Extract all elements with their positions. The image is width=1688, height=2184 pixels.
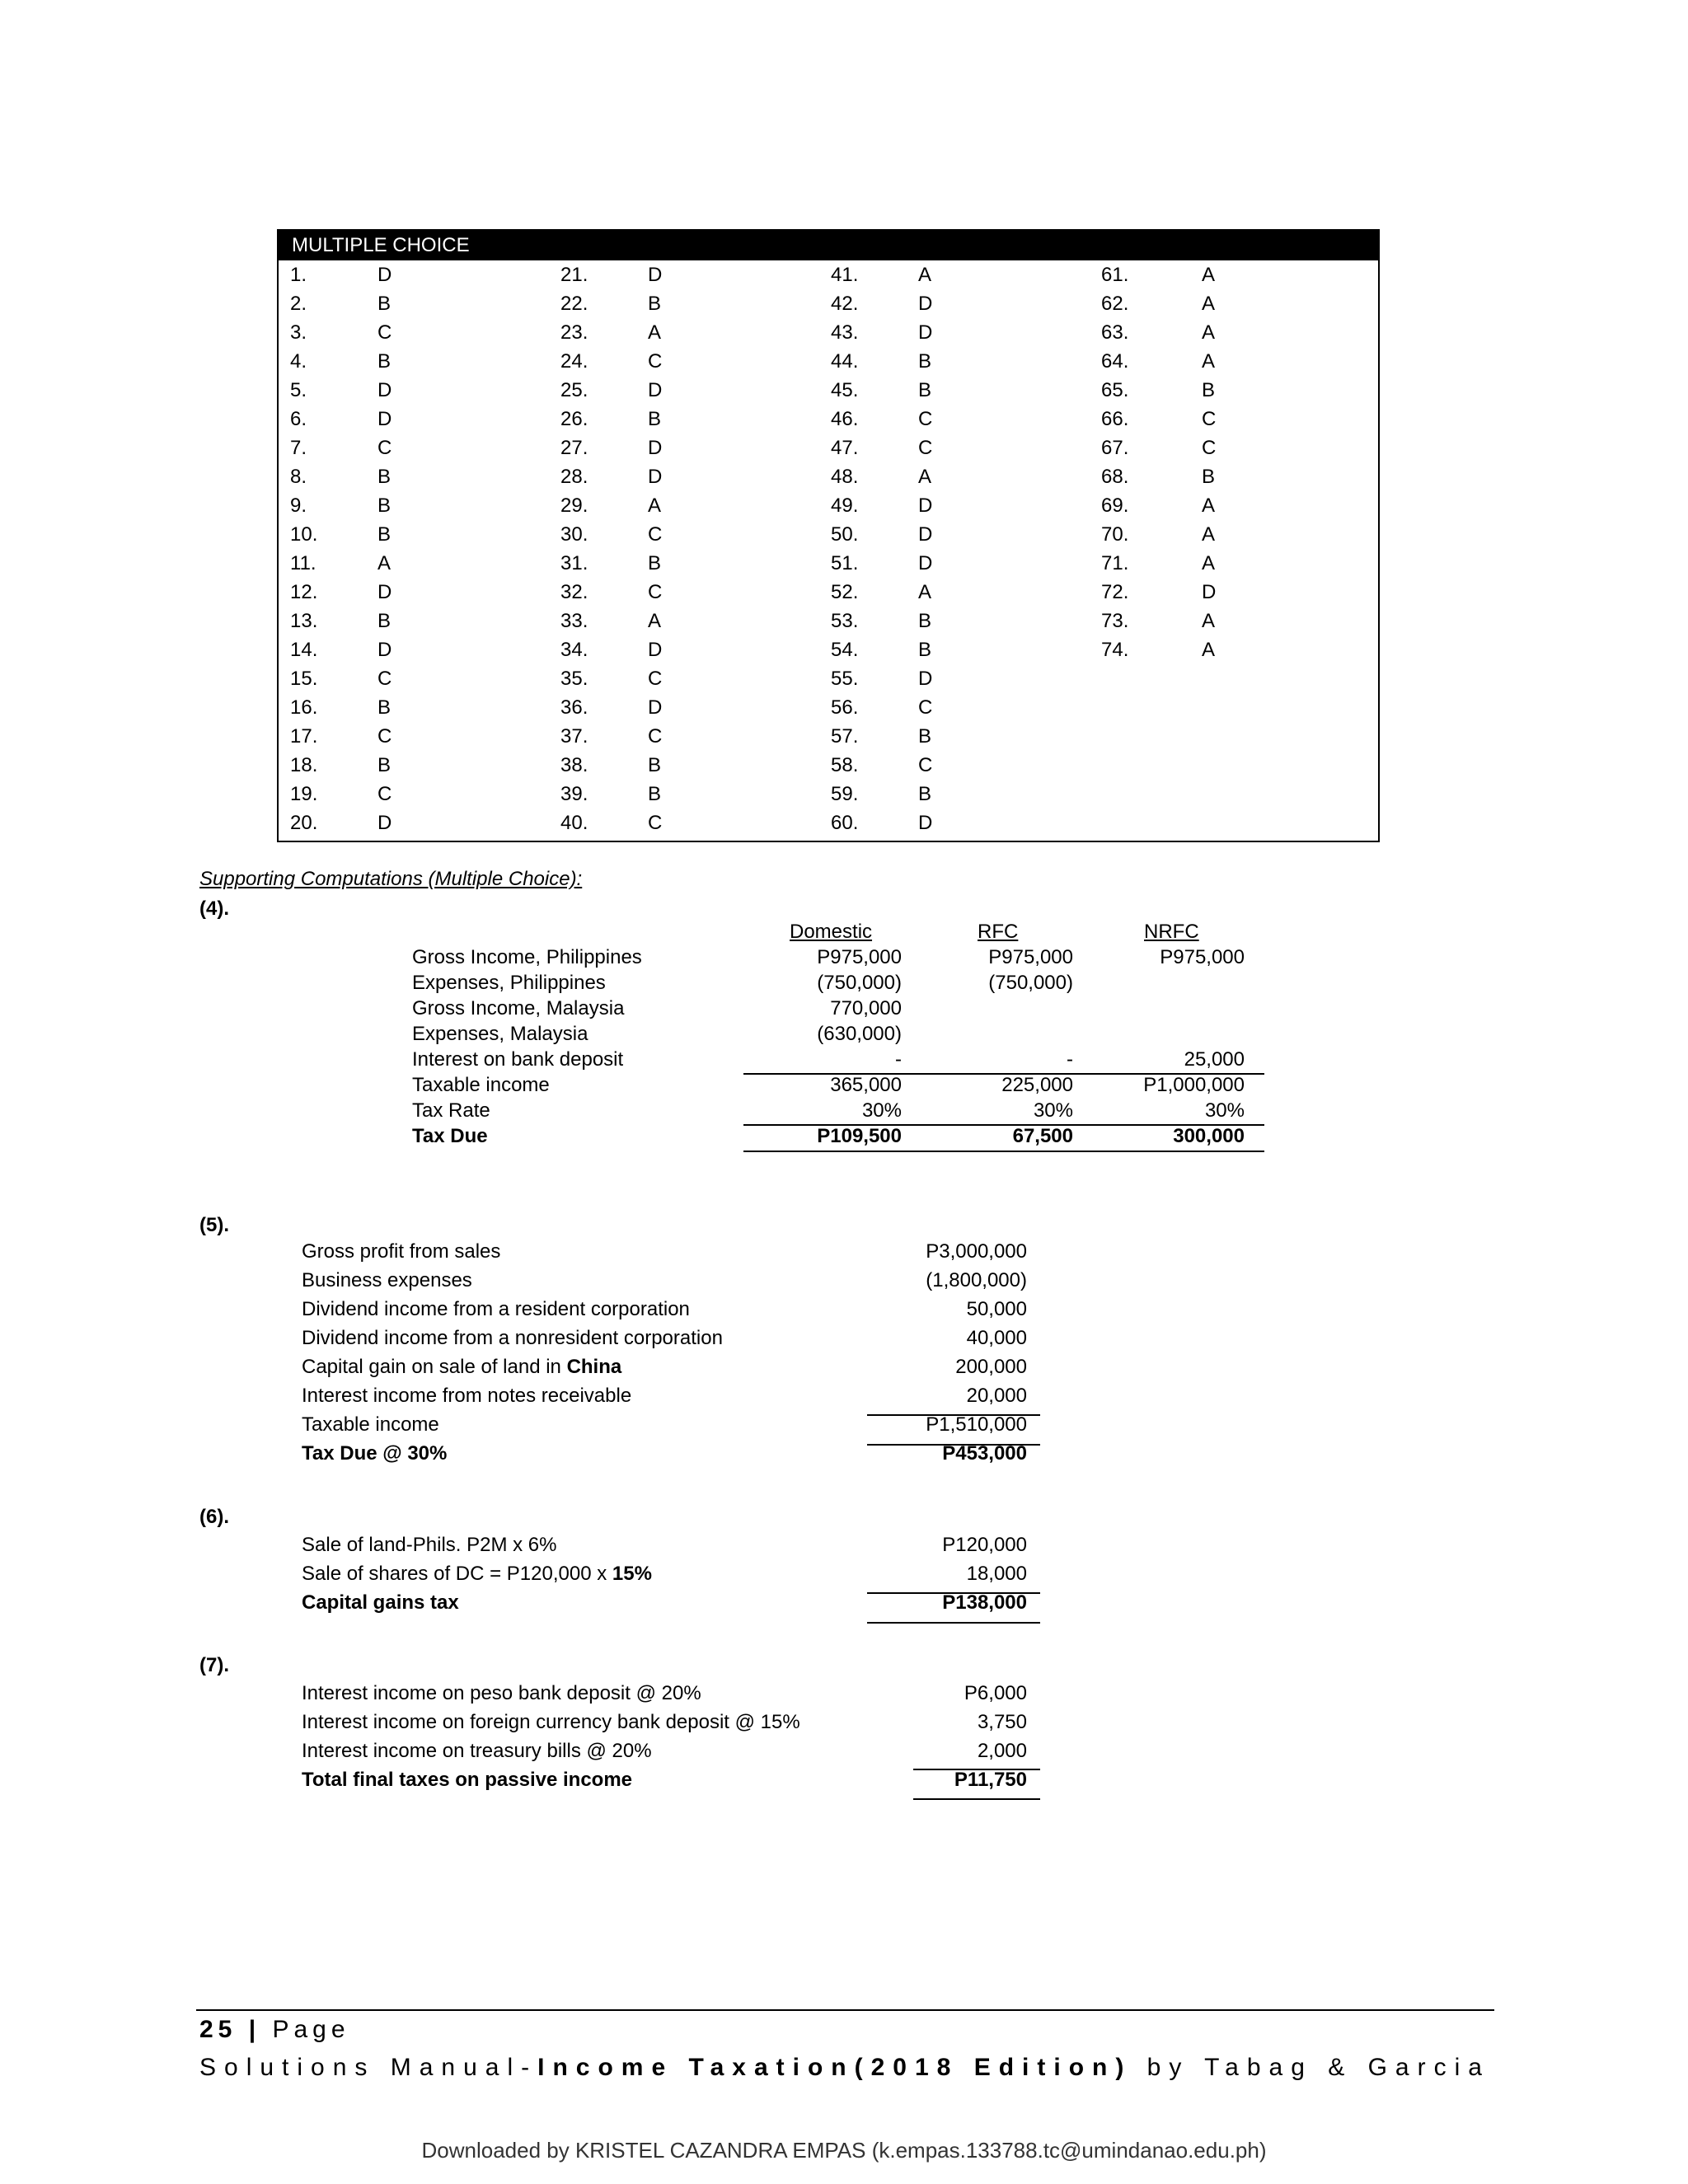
row-value: 25,000 [1184, 1048, 1245, 1071]
question-number: 32. [560, 581, 588, 603]
question-number: 34. [560, 639, 588, 661]
question-number: 38. [560, 754, 588, 776]
answer-letter: A [1202, 639, 1216, 661]
answer-letter: A [918, 466, 932, 488]
question-number: 51. [831, 552, 859, 574]
answer-letter: B [918, 639, 932, 661]
question-number: 19. [290, 783, 318, 805]
question-number: 18. [290, 754, 318, 776]
question-number: 61. [1101, 264, 1129, 286]
question-number: 46. [831, 408, 859, 430]
footer-divider [196, 2009, 1494, 2011]
answer-letter: B [377, 754, 392, 776]
question-number: 39. [560, 783, 588, 805]
row-label-text: Capital gain on sale of land in [302, 1356, 567, 1378]
question-number: 41. [831, 264, 859, 286]
footer-title-pre: Solutions Manual- [199, 2054, 538, 2081]
row-value: P1,510,000 [926, 1413, 1027, 1436]
question-number: 64. [1101, 350, 1129, 373]
row-label-text: Interest income from notes receivable [302, 1385, 632, 1407]
question-number: 3. [290, 321, 307, 344]
answer-letter: D [377, 408, 392, 430]
answer-letter: D [918, 293, 933, 315]
page-number-value: 25 [199, 2016, 237, 2043]
row-label: Tax Rate [412, 1099, 490, 1122]
row-value: 365,000 [830, 1074, 902, 1096]
answer-letter: B [377, 610, 392, 632]
question-number: 74. [1101, 639, 1129, 661]
answer-letter: D [918, 812, 933, 834]
question-number: 9. [290, 494, 307, 517]
question-number: 17. [290, 725, 318, 748]
answer-letter: A [648, 321, 662, 344]
answer-letter: B [918, 350, 932, 373]
row-label [302, 1355, 621, 1380]
question-number: 48. [831, 466, 859, 488]
row-label: Interest income on treasury bills @ 20% [302, 1740, 652, 1762]
question-number: 24. [560, 350, 588, 373]
question-number: 29. [560, 494, 588, 517]
row-label-text: Taxable income [302, 1413, 439, 1436]
row-label-text: Gross profit from sales [302, 1240, 501, 1263]
answer-letter: D [648, 437, 663, 459]
answer-letter: A [918, 581, 932, 603]
row-value: - [1067, 1048, 1073, 1071]
row-value: 20,000 [966, 1385, 1027, 1407]
row-value: 67,500 [1012, 1125, 1073, 1147]
question-number: 71. [1101, 552, 1129, 574]
row-value: P1,000,000 [1143, 1074, 1245, 1096]
answer-letter: D [918, 494, 933, 517]
row-value: 225,000 [1001, 1074, 1073, 1096]
row-label: Interest income on foreign currency bank deposit @ 15% [302, 1711, 800, 1733]
answer-letter: C [648, 350, 663, 373]
row-value: (630,000) [817, 1023, 902, 1045]
question-number: 50. [831, 523, 859, 546]
item-5-label: (5). [199, 1214, 229, 1236]
question-number: 5. [290, 379, 307, 401]
item-6-label: (6). [199, 1506, 229, 1528]
question-number: 2. [290, 293, 307, 315]
total-rule [867, 1622, 1040, 1624]
question-number: 4. [290, 350, 307, 373]
row-value: 770,000 [830, 997, 902, 1019]
question-number: 57. [831, 725, 859, 748]
row-label: Gross Income, Philippines [412, 946, 642, 968]
question-number: 70. [1101, 523, 1129, 546]
item-7-label: (7). [199, 1654, 229, 1676]
row-label [302, 1533, 556, 1558]
question-number: 65. [1101, 379, 1129, 401]
row-label: Tax Due [412, 1125, 488, 1147]
answer-letter: A [377, 552, 392, 574]
question-number: 28. [560, 466, 588, 488]
question-number: 33. [560, 610, 588, 632]
answer-letter: B [918, 379, 932, 401]
row-label-text: Sale of land-Phils. P2M x 6% [302, 1534, 557, 1556]
answer-letter: B [918, 725, 932, 748]
answer-letter: D [648, 639, 663, 661]
question-number: 69. [1101, 494, 1129, 517]
row-value: P120,000 [942, 1534, 1027, 1556]
answer-letter: C [377, 321, 392, 344]
row-label: Total final taxes on passive income [302, 1769, 633, 1791]
answer-letter: C [377, 668, 392, 690]
answer-letter: D [918, 523, 933, 546]
answer-letter: A [648, 610, 662, 632]
question-number: 7. [290, 437, 307, 459]
answer-letter: D [648, 379, 663, 401]
row-value: P109,500 [817, 1125, 902, 1147]
question-number: 56. [831, 696, 859, 719]
row-value: P138,000 [942, 1591, 1027, 1614]
question-number: 60. [831, 812, 859, 834]
row-label-text: Dividend income from a nonresident corporation [302, 1327, 723, 1349]
row-value: P3,000,000 [926, 1240, 1027, 1263]
answer-letter: D [377, 264, 392, 286]
answer-letter: C [918, 696, 933, 719]
total-rule [913, 1769, 1040, 1770]
answer-letter: B [648, 754, 662, 776]
answer-letter: C [648, 523, 663, 546]
question-number: 49. [831, 494, 859, 517]
row-label: Expenses, Philippines [412, 972, 606, 994]
total-rule [867, 1444, 1040, 1446]
row-value: P6,000 [964, 1682, 1027, 1704]
supporting-heading: Supporting Computations (Multiple Choice): [199, 868, 583, 890]
question-number: 30. [560, 523, 588, 546]
row-value: (750,000) [988, 972, 1073, 994]
answer-letter: A [1202, 523, 1216, 546]
answer-letter: C [648, 668, 663, 690]
multiple-choice-header: MULTIPLE CHOICE [279, 231, 1378, 260]
answer-letter: D [377, 812, 392, 834]
question-number: 36. [560, 696, 588, 719]
total-rule [867, 1414, 1040, 1416]
question-number: 73. [1101, 610, 1129, 632]
row-value: (750,000) [817, 972, 902, 994]
answer-letter: C [918, 408, 933, 430]
answer-letter: B [377, 696, 392, 719]
answer-letter: C [648, 725, 663, 748]
answer-letter: C [918, 437, 933, 459]
question-number: 66. [1101, 408, 1129, 430]
question-number: 68. [1101, 466, 1129, 488]
download-note: Downloaded by KRISTEL CAZANDRA EMPAS (k.empas.133788.tc@umindanao.edu.ph) [421, 2138, 1267, 2163]
question-number: 15. [290, 668, 318, 690]
question-number: 16. [290, 696, 318, 719]
question-number: 47. [831, 437, 859, 459]
question-number: 25. [560, 379, 588, 401]
answer-letter: A [1202, 494, 1216, 517]
question-number: 23. [560, 321, 588, 344]
row-label: Interest on bank deposit [412, 1048, 624, 1071]
question-number: 6. [290, 408, 307, 430]
question-number: 62. [1101, 293, 1129, 315]
question-number: 10. [290, 523, 318, 546]
answer-letter: D [648, 466, 663, 488]
answer-letter: D [648, 696, 663, 719]
answer-letter: B [377, 466, 392, 488]
answer-letter: D [648, 264, 663, 286]
question-number: 55. [831, 668, 859, 690]
row-label: Interest income on peso bank deposit @ 20% [302, 1682, 701, 1704]
answer-letter: A [918, 264, 932, 286]
row-value: 18,000 [966, 1563, 1027, 1585]
answer-letter: D [918, 321, 933, 344]
row-value: P975,000 [1160, 946, 1245, 968]
page-number [199, 2016, 350, 2044]
answer-letter: D [377, 379, 392, 401]
answer-letter: A [1202, 350, 1216, 373]
question-number: 27. [560, 437, 588, 459]
bold-word: China [566, 1356, 622, 1378]
row-label [302, 1441, 447, 1466]
question-number: 40. [560, 812, 588, 834]
question-number: 8. [290, 466, 307, 488]
row-label-text: Capital gains tax [302, 1591, 459, 1614]
row-value: P11,750 [954, 1769, 1027, 1791]
answer-letter: C [918, 754, 933, 776]
question-number: 59. [831, 783, 859, 805]
question-number: 72. [1101, 581, 1129, 603]
row-value: 300,000 [1173, 1125, 1245, 1147]
answer-letter: C [648, 812, 663, 834]
row-label-text: Business expenses [302, 1269, 472, 1291]
question-number: 42. [831, 293, 859, 315]
question-number: 63. [1101, 321, 1129, 344]
item-4-label: (4). [199, 898, 229, 920]
row-label [302, 1591, 459, 1615]
question-number: 54. [831, 639, 859, 661]
total-rule [867, 1592, 1040, 1594]
answer-letter: C [377, 783, 392, 805]
question-number: 53. [831, 610, 859, 632]
answer-letter: A [1202, 610, 1216, 632]
question-number: 1. [290, 264, 307, 286]
row-value: 30% [861, 1099, 902, 1122]
total-rule [743, 1073, 1264, 1075]
row-value: 30% [1033, 1099, 1073, 1122]
multiple-choice-box [277, 229, 1380, 842]
question-number: 13. [290, 610, 318, 632]
answer-letter: C [648, 581, 663, 603]
row-value: (1,800,000) [926, 1269, 1027, 1291]
footer-title [199, 2054, 1490, 2082]
answer-letter: B [1202, 466, 1216, 488]
column-header: Domestic [790, 921, 873, 943]
row-label [302, 1297, 690, 1322]
question-number: 26. [560, 408, 588, 430]
answer-letter: A [648, 494, 662, 517]
answer-letter: B [377, 293, 392, 315]
question-number: 21. [560, 264, 588, 286]
answer-letter: C [377, 437, 392, 459]
row-label: Gross Income, Malaysia [412, 997, 625, 1019]
answer-letter: B [648, 408, 662, 430]
row-label-text: Dividend income from a resident corporation [302, 1298, 690, 1320]
answer-letter: B [377, 523, 392, 546]
column-header: NRFC [1144, 921, 1199, 943]
row-label [302, 1384, 631, 1408]
row-value: 50,000 [966, 1298, 1027, 1320]
row-value: 3,750 [977, 1711, 1027, 1733]
row-value: P453,000 [942, 1442, 1027, 1465]
question-number: 43. [831, 321, 859, 344]
answer-letter: C [1202, 437, 1217, 459]
row-label [302, 1240, 500, 1264]
answer-letter: D [918, 552, 933, 574]
row-value: 40,000 [966, 1327, 1027, 1349]
answer-letter: B [377, 350, 392, 373]
question-number: 35. [560, 668, 588, 690]
row-label: Expenses, Malaysia [412, 1023, 588, 1045]
answer-letter: A [1202, 552, 1216, 574]
page-word: Page [272, 2016, 350, 2043]
question-number: 67. [1101, 437, 1129, 459]
row-value: P975,000 [817, 946, 902, 968]
row-value: - [895, 1048, 902, 1071]
row-label-text: Sale of shares of DC = P120,000 x [302, 1563, 612, 1585]
row-label [302, 1268, 472, 1293]
question-number: 11. [290, 552, 316, 574]
answer-letter: D [377, 639, 392, 661]
bold-word: 15% [612, 1563, 652, 1585]
question-number: 52. [831, 581, 859, 603]
row-label [302, 1413, 439, 1437]
row-label: Taxable income [412, 1074, 550, 1096]
question-number: 12. [290, 581, 318, 603]
row-value: P975,000 [988, 946, 1073, 968]
footer-title-bold: Income Taxation(2018 Edition) [537, 2054, 1132, 2081]
answer-letter: B [918, 610, 932, 632]
question-number: 31. [560, 552, 588, 574]
row-label [302, 1326, 723, 1351]
question-number: 37. [560, 725, 588, 748]
answer-letter: A [1202, 321, 1216, 344]
row-label-text: Tax Due @ 30% [302, 1442, 448, 1465]
answer-letter: B [918, 783, 932, 805]
answer-letter: D [377, 581, 392, 603]
question-number: 44. [831, 350, 859, 373]
answer-letter: B [648, 783, 662, 805]
question-number: 58. [831, 754, 859, 776]
question-number: 14. [290, 639, 318, 661]
total-rule [743, 1151, 1264, 1152]
question-number: 20. [290, 812, 318, 834]
answer-letter: C [377, 725, 392, 748]
page-separator: | [248, 2016, 261, 2043]
answer-letter: A [1202, 264, 1216, 286]
answer-letter: B [1202, 379, 1216, 401]
footer-title-post: by Tabag & Garcia [1132, 2054, 1490, 2081]
answer-letter: B [377, 494, 392, 517]
answer-letter: A [1202, 293, 1216, 315]
row-value: 2,000 [977, 1740, 1027, 1762]
question-number: 22. [560, 293, 588, 315]
row-value: 30% [1204, 1099, 1245, 1122]
answer-letter: D [1202, 581, 1217, 603]
row-label [302, 1562, 652, 1586]
answer-letter: D [918, 668, 933, 690]
total-rule [913, 1798, 1040, 1800]
question-number: 45. [831, 379, 859, 401]
answer-letter: B [648, 552, 662, 574]
answer-letter: C [1202, 408, 1217, 430]
row-value: 200,000 [955, 1356, 1027, 1378]
answer-letter: B [648, 293, 662, 315]
column-header: RFC [978, 921, 1019, 943]
total-rule [743, 1124, 1264, 1126]
